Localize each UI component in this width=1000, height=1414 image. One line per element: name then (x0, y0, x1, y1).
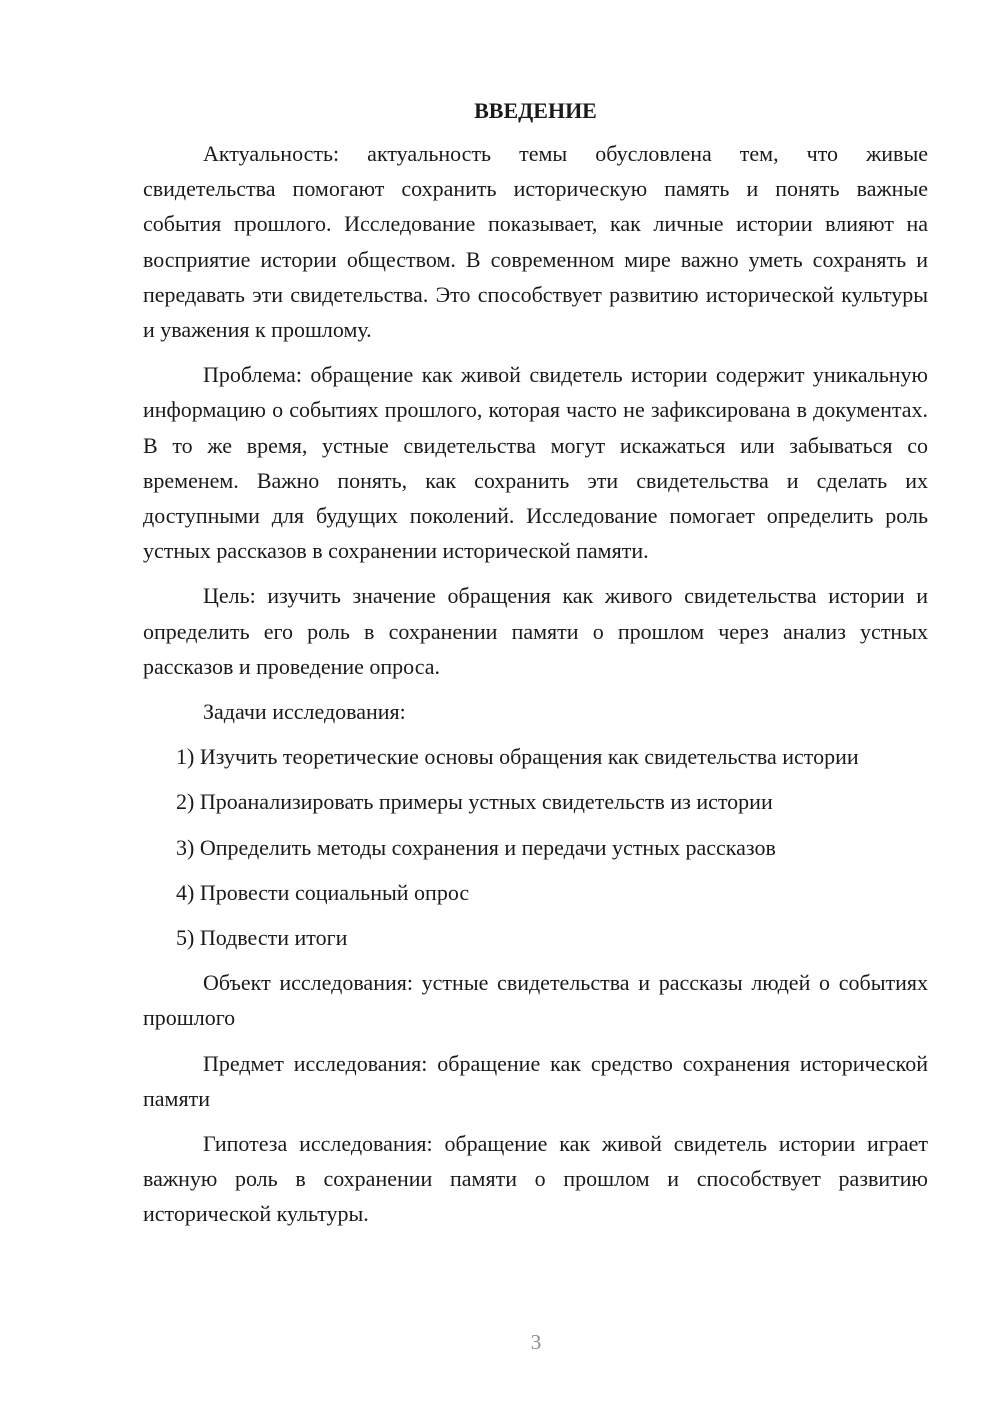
relevance-paragraph: Актуальность: актуальность темы обусловлена тем, что живые свидетельства помогают сохранить историческую память и понять важные события прошлого. Исследование показывает, как личные истории влияют на восприятие истории обществом. В современном мире важно уметь сохранять и передавать эти свидетельства. Это способствует развитию исторической культуры и уважения к прошлому. (143, 141, 928, 343)
hypothesis-paragraph: Гипотеза исследования: обращение как живой свидетель истории играет важную роль в сохранении памяти о прошлом и способствует развитию исторической культуры. (143, 1131, 928, 1227)
object-paragraph: Объект исследования: устные свидетельства и рассказы людей о событиях прошлого (143, 970, 928, 1031)
page-number: 3 (530, 1330, 542, 1354)
subject-paragraph: Предмет исследования: обращение как средство сохранения исторической памяти (143, 1050, 928, 1111)
task-item: 3) Определить методы сохранения и передачи устных рассказов (176, 834, 776, 860)
problem-paragraph: Проблема: обращение как живой свидетель истории содержит уникальную информацию о событиях прошлого, которая часто не зафиксирована в документах. В то же время, устные свидетельства могут искажаться или забываться со временем. Важно понять, как сохранить эти свидетельства и сделать их доступными для будущих поколений. Исследование помогает определить роль устных рассказов в сохранении исторической памяти. (143, 362, 928, 564)
page-content (143, 93, 928, 1242)
task-item: 5) Подвести итоги (176, 925, 348, 951)
tasks-heading: Задачи исследования: (203, 699, 406, 725)
section-title: ВВЕДЕНИЕ (474, 98, 597, 123)
task-item: 2) Проанализировать примеры устных свидетельств из истории (176, 789, 773, 815)
task-item: 1) Изучить теоретические основы обращения как свидетельства истории (176, 744, 859, 770)
goal-paragraph: Цель: изучить значение обращения как живого свидетельства истории и определить его роль в сохранении памяти о прошлом через анализ устных рассказов и проведение опроса. (143, 583, 928, 679)
task-item: 4) Провести социальный опрос (176, 879, 470, 905)
